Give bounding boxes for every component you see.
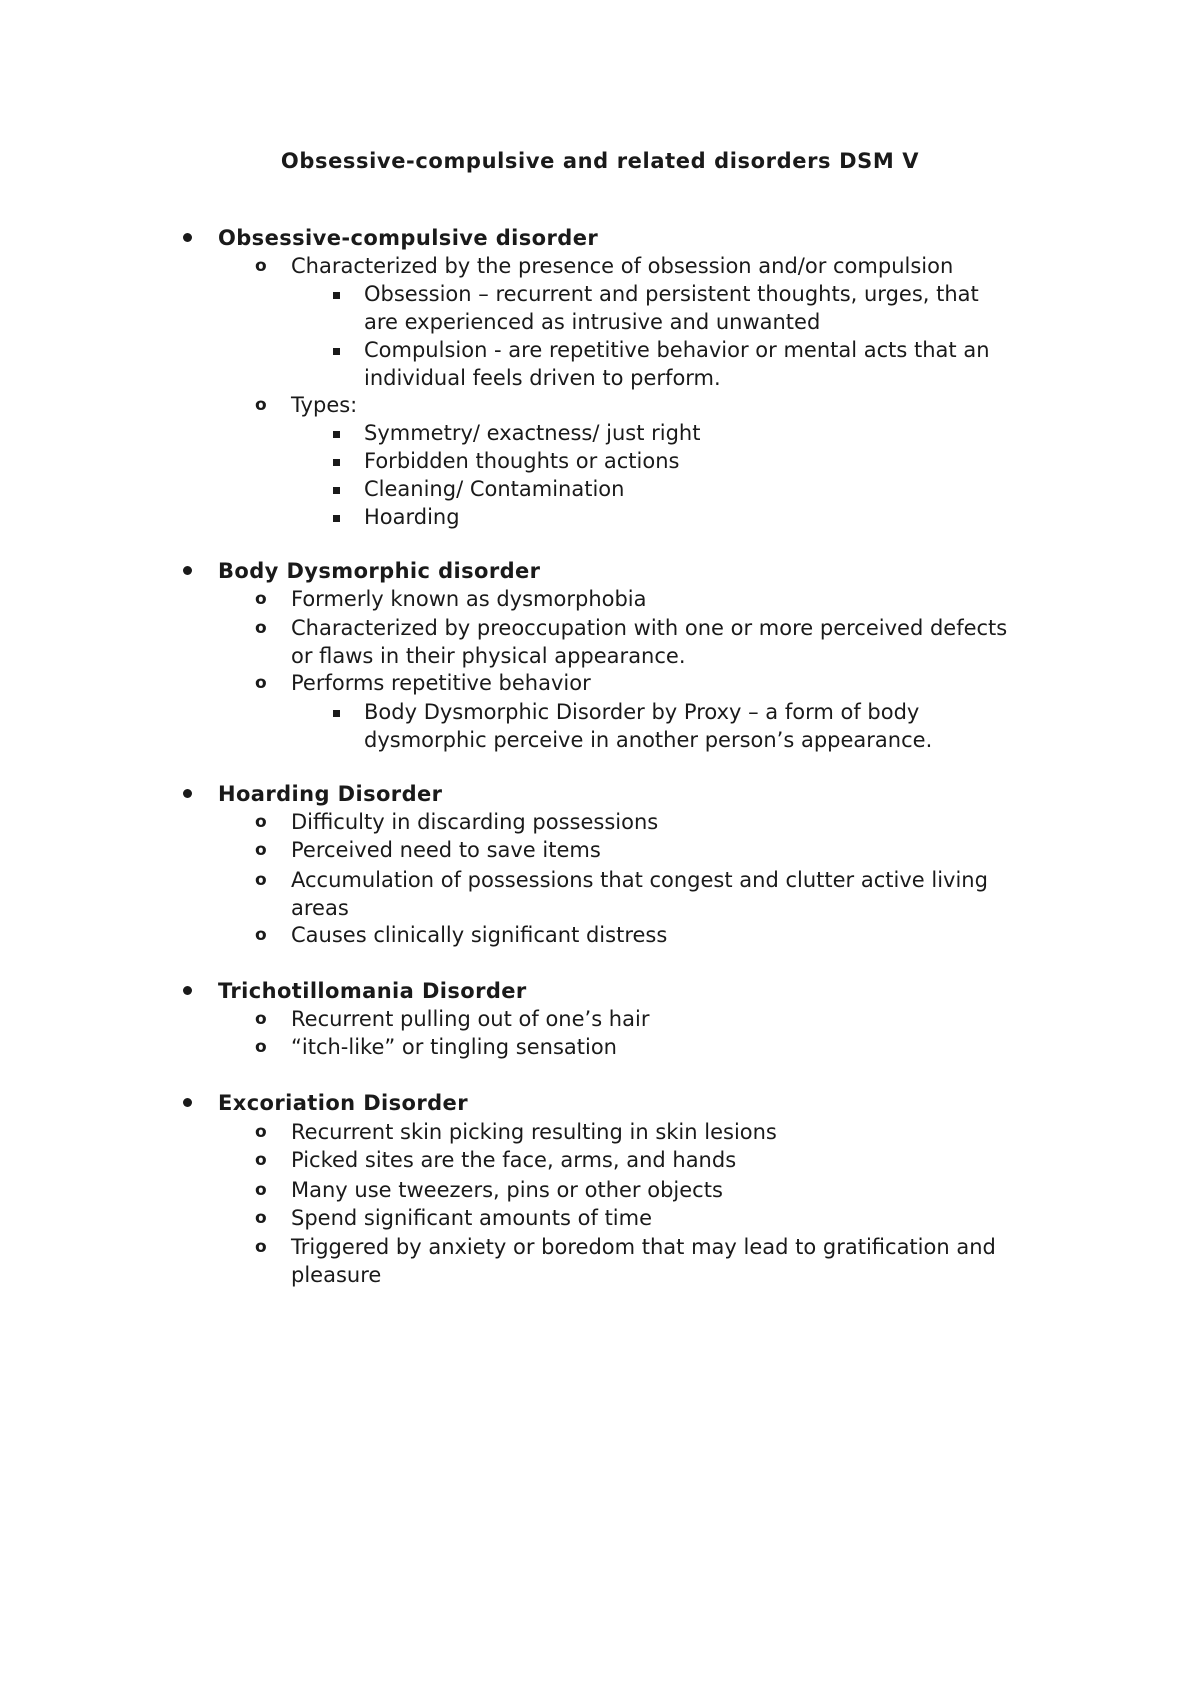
list-item-continuation: are experienced as intrusive and unwanted xyxy=(364,310,821,334)
bullet-circle-icon: o xyxy=(255,1122,267,1142)
list-item: Picked sites are the face, arms, and hands xyxy=(291,1148,737,1172)
bullet-circle-icon: o xyxy=(255,1150,267,1170)
list-item-continuation: individual feels driven to perform. xyxy=(364,366,721,390)
list-item: Compulsion - are repetitive behavior or mental acts that an xyxy=(364,338,990,362)
bullet-disc-icon xyxy=(183,789,192,798)
bullet-disc-icon xyxy=(183,1098,192,1107)
list-item: Accumulation of possessions that congest and clutter active living xyxy=(291,868,988,892)
list-item: Forbidden thoughts or actions xyxy=(364,449,680,473)
bullet-square-icon xyxy=(333,348,340,355)
section-heading: Hoarding Disorder xyxy=(218,782,443,806)
section-heading: Body Dysmorphic disorder xyxy=(218,559,541,583)
list-item: Obsession – recurrent and persistent thoughts, urges, that xyxy=(364,282,979,306)
bullet-disc-icon xyxy=(183,986,192,995)
list-item: Characterized by preoccupation with one or more perceived defects xyxy=(291,616,1008,640)
bullet-circle-icon: o xyxy=(255,812,267,832)
bullet-disc-icon xyxy=(183,566,192,575)
bullet-circle-icon: o xyxy=(255,1208,267,1228)
bullet-circle-icon: o xyxy=(255,925,267,945)
bullet-square-icon xyxy=(333,515,340,522)
list-item: Symmetry/ exactness/ just right xyxy=(364,421,701,445)
bullet-circle-icon: o xyxy=(255,870,267,890)
list-item: Causes clinically significant distress xyxy=(291,923,668,947)
list-item: Cleaning/ Contamination xyxy=(364,477,625,501)
bullet-square-icon xyxy=(333,431,340,438)
list-item: Body Dysmorphic Disorder by Proxy – a form of body xyxy=(364,700,920,724)
list-item: Difficulty in discarding possessions xyxy=(291,810,659,834)
list-item: Many use tweezers, pins or other objects xyxy=(291,1178,723,1202)
list-item: Characterized by the presence of obsession and/or compulsion xyxy=(291,254,954,278)
bullet-circle-icon: o xyxy=(255,673,267,693)
list-item: Performs repetitive behavior xyxy=(291,671,591,695)
section-heading: Obsessive-compulsive disorder xyxy=(218,226,599,250)
list-item: Types: xyxy=(291,393,358,417)
list-item: Recurrent pulling out of one’s hair xyxy=(291,1007,650,1031)
bullet-square-icon xyxy=(333,710,340,717)
list-item: Hoarding xyxy=(364,505,460,529)
bullet-disc-icon xyxy=(183,233,192,242)
bullet-circle-icon: o xyxy=(255,618,267,638)
section-heading: Trichotillomania Disorder xyxy=(218,979,527,1003)
list-item: Triggered by anxiety or boredom that may lead to gratification and xyxy=(291,1235,996,1259)
list-item-continuation: dysmorphic perceive in another person’s appearance. xyxy=(364,728,933,752)
bullet-circle-icon: o xyxy=(255,1009,267,1029)
list-item: Formerly known as dysmorphobia xyxy=(291,587,647,611)
section-heading: Excoriation Disorder xyxy=(218,1091,468,1115)
bullet-circle-icon: o xyxy=(255,1037,267,1057)
list-item: Perceived need to save items xyxy=(291,838,601,862)
list-item: “itch-like” or tingling sensation xyxy=(291,1035,617,1059)
bullet-circle-icon: o xyxy=(255,1180,267,1200)
list-item: Spend significant amounts of time xyxy=(291,1206,653,1230)
bullet-circle-icon: o xyxy=(255,395,267,415)
bullet-square-icon xyxy=(333,487,340,494)
document-title: Obsessive-compulsive and related disorders DSM V xyxy=(280,149,920,173)
list-item-continuation: pleasure xyxy=(291,1263,382,1287)
bullet-circle-icon: o xyxy=(255,1237,267,1257)
bullet-circle-icon: o xyxy=(255,589,267,609)
bullet-circle-icon: o xyxy=(255,256,267,276)
list-item: Recurrent skin picking resulting in skin lesions xyxy=(291,1120,777,1144)
bullet-square-icon xyxy=(333,459,340,466)
list-item-continuation: areas xyxy=(291,896,349,920)
bullet-circle-icon: o xyxy=(255,840,267,860)
bullet-square-icon xyxy=(333,292,340,299)
list-item-continuation: or flaws in their physical appearance. xyxy=(291,644,686,668)
